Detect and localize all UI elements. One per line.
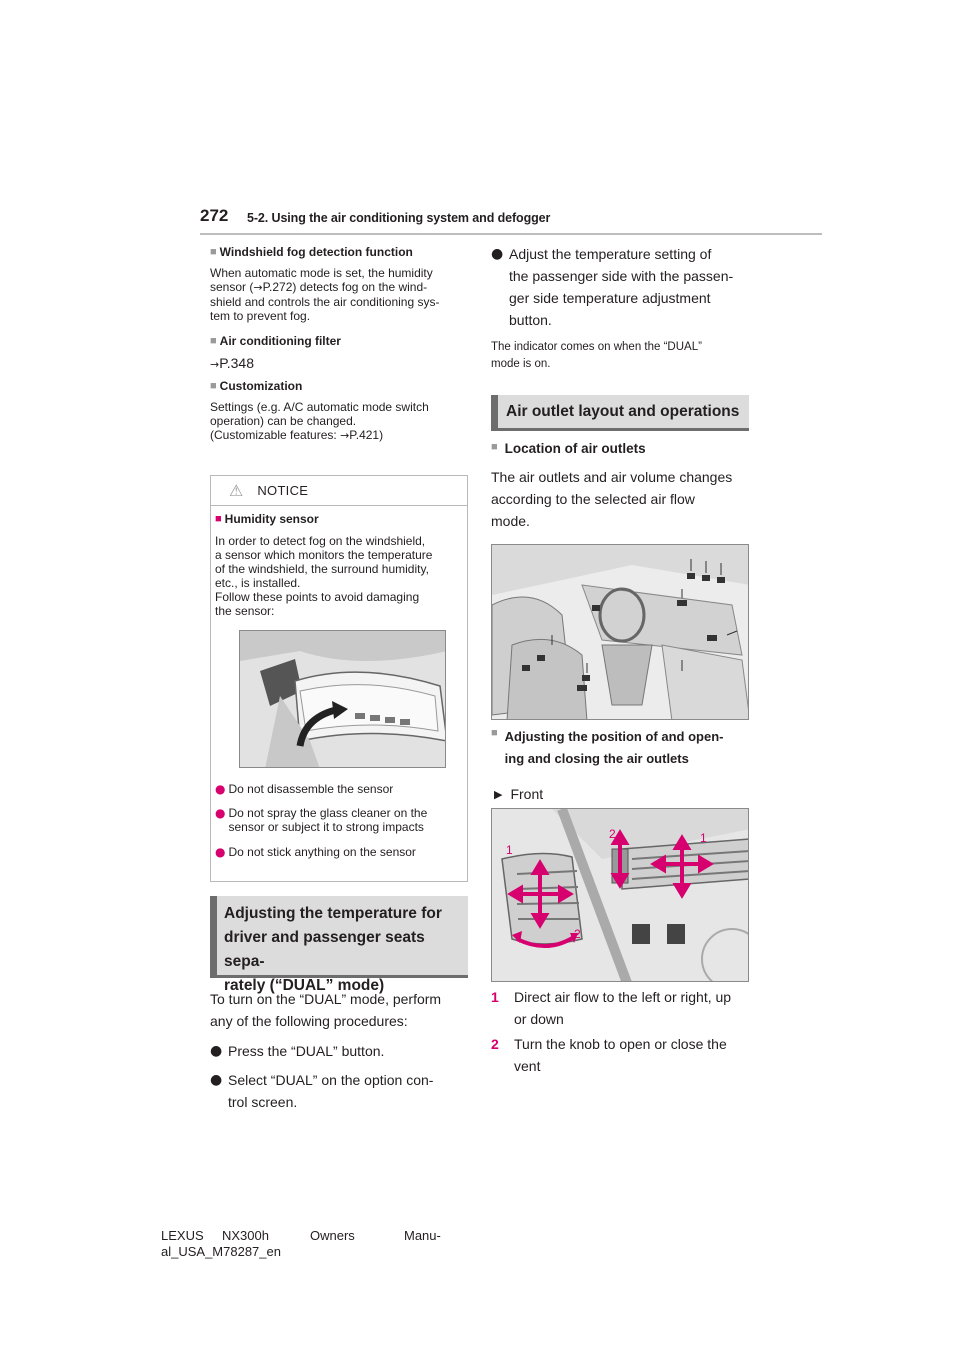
- list-item: ● Press the “DUAL” button.: [210, 1040, 472, 1062]
- warning-triangle-icon: ⚠: [229, 481, 244, 500]
- bullet-dot-icon: ●: [215, 782, 226, 796]
- location-heading: ■ Location of air outlets: [491, 441, 646, 456]
- position-section: [491, 726, 753, 802]
- bullet-dot-icon: ●: [210, 1043, 223, 1059]
- air-outlet-layout-illustration: [491, 544, 749, 720]
- item-number: 2: [491, 1036, 499, 1052]
- vent-label: 2: [609, 827, 616, 841]
- vent-label: 2: [574, 927, 581, 941]
- square-bullet-icon: ■: [210, 380, 217, 392]
- bullet-dot-icon: ●: [215, 845, 226, 859]
- bullet-dot-icon: ●: [215, 806, 226, 820]
- air-outlet-section-title: Air outlet layout and operations: [491, 395, 749, 431]
- rearview-mirror-drawing: [240, 631, 446, 768]
- indicator-note: The indicator comes on when the “DUAL” mode is on.: [491, 341, 702, 370]
- list-item: ● Adjust the temperature setting of the passenger side with the passen- ger side temperature adjustment button.: [491, 243, 749, 331]
- vehicle-interior-drawing: [492, 545, 749, 720]
- item-number: 1: [491, 989, 499, 1005]
- list-item: ● Select “DUAL” on the option con- trol screen.: [210, 1069, 472, 1113]
- square-bullet-icon: ■: [491, 441, 498, 453]
- numbered-list: [491, 986, 753, 1077]
- square-bullet-icon: ■: [491, 727, 498, 739]
- filter-heading: ■ Air conditioning filter: [210, 334, 341, 348]
- vent-label: 1: [700, 831, 707, 845]
- section-title: 5-2. Using the air conditioning system and defogger: [247, 211, 551, 225]
- front-vent-drawing: [492, 809, 749, 982]
- fog-heading: ■ Windshield fog detection function: [210, 245, 413, 259]
- humidity-sensor-heading: ■ Humidity sensor: [215, 512, 319, 526]
- right-column: [491, 243, 749, 371]
- fog-paragraph: When automatic mode is set, the humidity sensor (→P.272) detects fog on the wind- shield and controls the air conditioning sys- tem to prevent fog.: [210, 266, 440, 323]
- list-item: 1 Direct air flow to the left or right, up or down: [491, 986, 753, 1030]
- position-heading: ■ Adjusting the position of and open- ing and closing the air outlets: [491, 727, 724, 766]
- vent-label: 1: [506, 843, 513, 857]
- filter-reference[interactable]: →P.348: [210, 355, 254, 371]
- page-footer: LEXUS NX300h Owners Manu- al_USA_M78287_en: [161, 1228, 441, 1259]
- dual-mode-body: [210, 988, 472, 1113]
- list-item: ● Do not stick anything on the sensor: [215, 845, 416, 859]
- notice-box: [210, 475, 468, 882]
- list-item: 2 Turn the knob to open or close the vent: [491, 1033, 753, 1077]
- bullet-dot-icon: ●: [210, 1072, 223, 1088]
- bullet-dot-icon: ●: [491, 246, 504, 262]
- header-divider: [200, 233, 822, 235]
- left-column: [210, 245, 468, 443]
- arrow-right-icon: →: [340, 429, 350, 442]
- square-bullet-icon: ■: [215, 513, 222, 525]
- arrow-right-icon: →: [253, 281, 263, 294]
- location-paragraph: The air outlets and air volume changes according to the selected air flow mode.: [491, 469, 733, 529]
- front-vent-illustration: [491, 808, 749, 982]
- humidity-sensor-illustration: [239, 630, 446, 768]
- customization-heading: ■ Customization: [210, 379, 303, 393]
- dual-intro: To turn on the “DUAL” mode, perform any of the following procedures:: [210, 991, 442, 1029]
- front-label: ▶ Front: [494, 786, 544, 802]
- list-item: ● Do not disassemble the sensor: [215, 782, 394, 796]
- square-bullet-icon: ■: [210, 335, 217, 347]
- location-section: [491, 440, 753, 532]
- triangle-right-icon: ▶: [494, 787, 503, 801]
- arrow-right-icon: →: [210, 358, 220, 371]
- dual-mode-section-title: Adjusting the temperature for driver and passenger seats sepa- rately (“DUAL” mode): [210, 896, 468, 978]
- notice-bullets: [215, 782, 463, 859]
- customization-paragraph: Settings (e.g. A/C automatic mode switch operation) can be changed. (Customizable features: →P.421): [210, 400, 429, 442]
- notice-paragraph: In order to detect fog on the windshield, a sensor which monitors the temperature of the windshield, the surround humidity, etc., is installed. Follow these points to avoid damaging the sensor:: [215, 534, 433, 618]
- notice-header: ⚠ NOTICE: [211, 476, 467, 506]
- notice-body: [211, 506, 467, 859]
- list-item: ● Do not spray the glass cleaner on the sensor or subject it to strong impacts: [215, 806, 428, 834]
- page-number: 272: [200, 206, 229, 225]
- square-bullet-icon: ■: [210, 246, 217, 258]
